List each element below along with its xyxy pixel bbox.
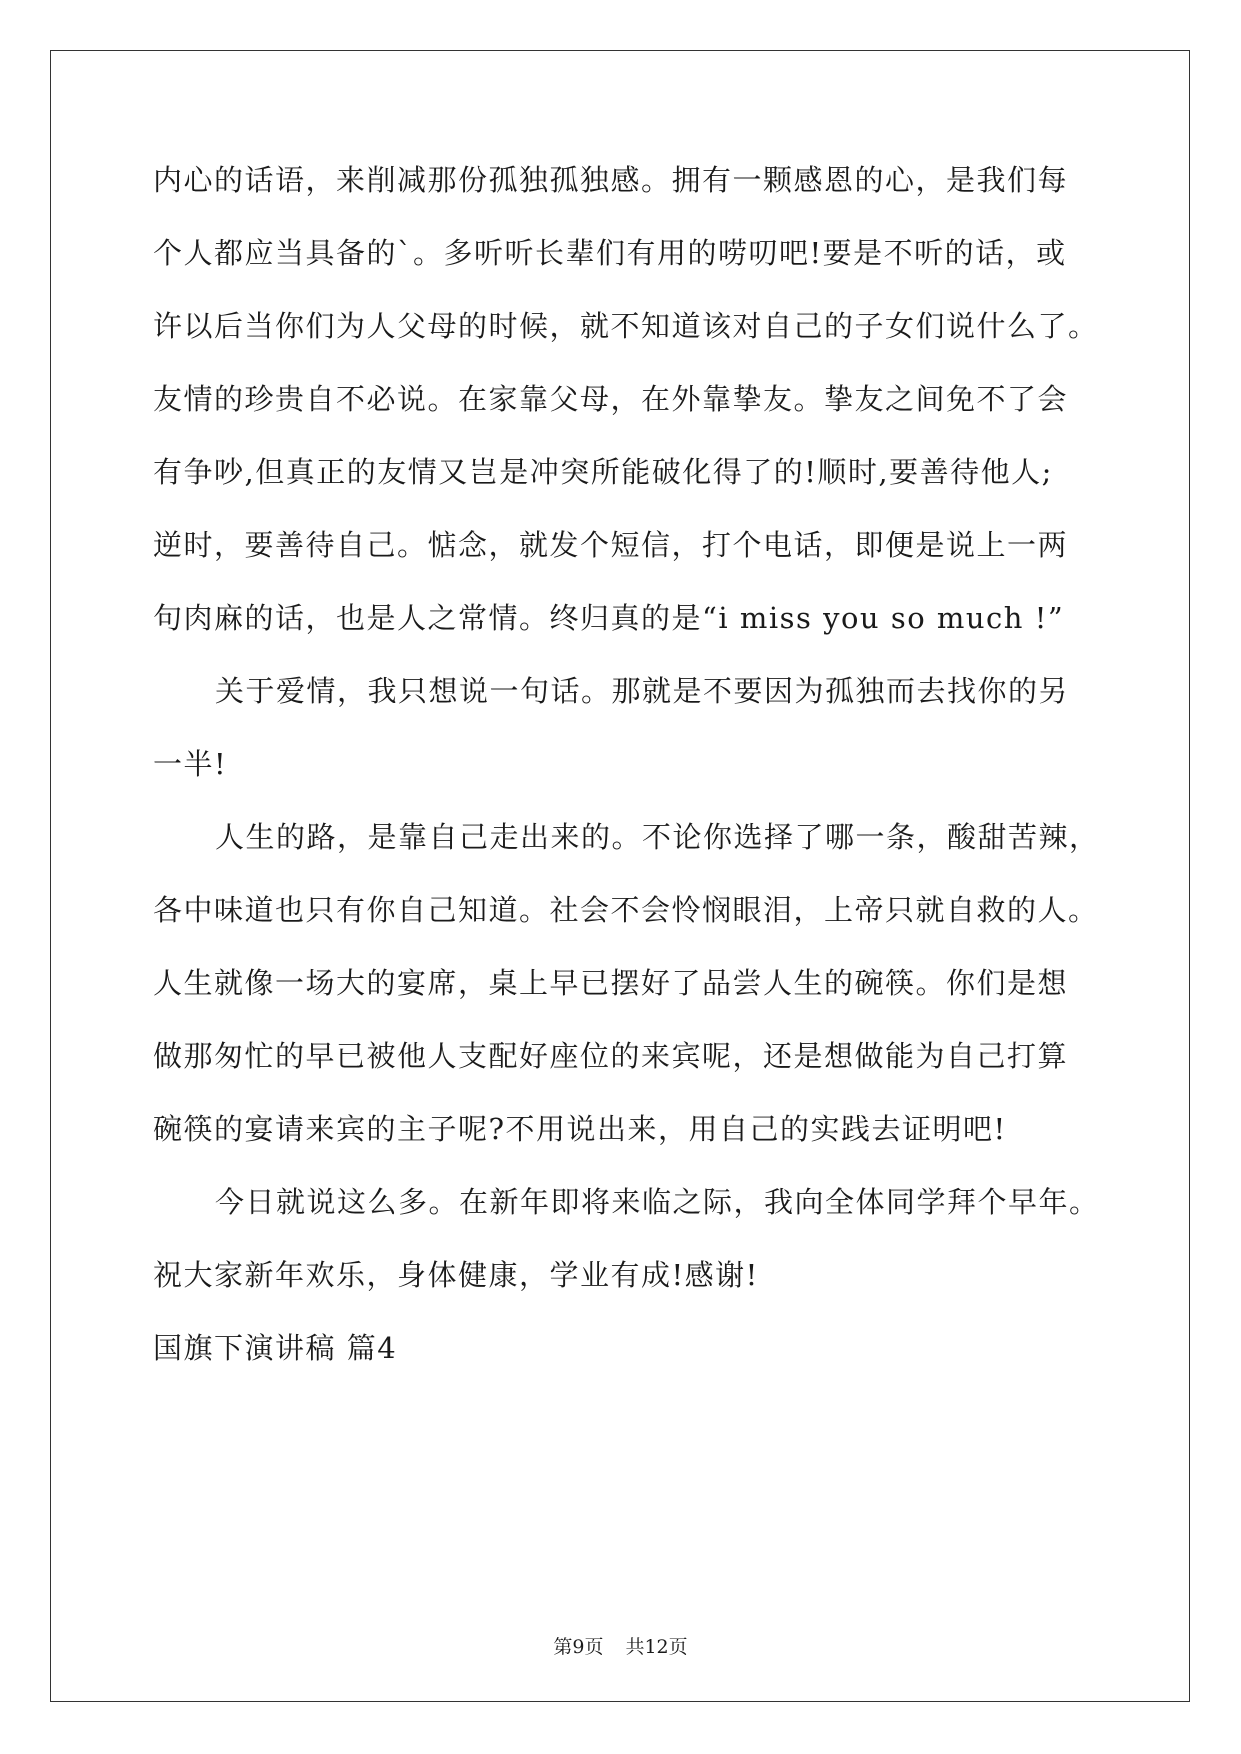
text-line-9: 一半! xyxy=(153,747,228,781)
text-line-11: 各中味道也只有你自己知道。社会不会怜悯眼泪，上帝只就自救的人。 xyxy=(153,893,1099,927)
page-number-total: 共12页 xyxy=(625,1636,688,1658)
text-line-12: 人生就像一场大的宴席，桌上早已摆好了品尝人生的碗筷。你们是想 xyxy=(153,966,1069,1000)
text-line-5: 有争吵,但真正的友情又岂是冲突所能破化得了的!顺时,要善待他人; xyxy=(153,455,1053,489)
text-line-16: 祝大家新年欢乐，身体健康，学业有成!感谢! xyxy=(153,1258,759,1292)
section-heading: 国旗下演讲稿 篇4 xyxy=(153,1331,398,1365)
page-border xyxy=(50,50,1190,1702)
text-line-7: 句肉麻的话，也是人之常情。终归真的是“i miss you so much !” xyxy=(153,601,1065,635)
text-line-6: 逆时，要善待自己。惦念，就发个短信，打个电话，即便是说上一两 xyxy=(153,528,1069,562)
text-line-4: 友情的珍贵自不必说。在家靠父母，在外靠挚友。挚友之间免不了会 xyxy=(153,382,1069,416)
text-line-1: 内心的话语，来削减那份孤独孤独感。拥有一颗感恩的心，是我们每 xyxy=(153,163,1069,197)
text-line-3: 许以后当你们为人父母的时候，就不知道该对自己的子女们说什么了。 xyxy=(153,309,1099,343)
page-number-current: 第9页 xyxy=(553,1636,604,1658)
text-line-14: 碗筷的宴请来宾的主子呢?不用说出来，用自己的实践去证明吧! xyxy=(153,1112,1007,1146)
text-line-15: 今日就说这么多。在新年即将来临之际，我向全体同学拜个早年。 xyxy=(215,1185,1100,1219)
text-line-13: 做那匆忙的早已被他人支配好座位的来宾呢，还是想做能为自己打算 xyxy=(153,1039,1069,1073)
page-footer xyxy=(0,1632,1241,1659)
text-line-2: 个人都应当具备的`。多听听长辈们有用的唠叨吧!要是不听的话，或 xyxy=(153,236,1067,270)
text-line-10: 人生的路，是靠自己走出来的。不论你选择了哪一条，酸甜苦辣， xyxy=(215,820,1100,854)
text-line-8: 关于爱情，我只想说一句话。那就是不要因为孤独而去找你的另 xyxy=(215,674,1070,708)
